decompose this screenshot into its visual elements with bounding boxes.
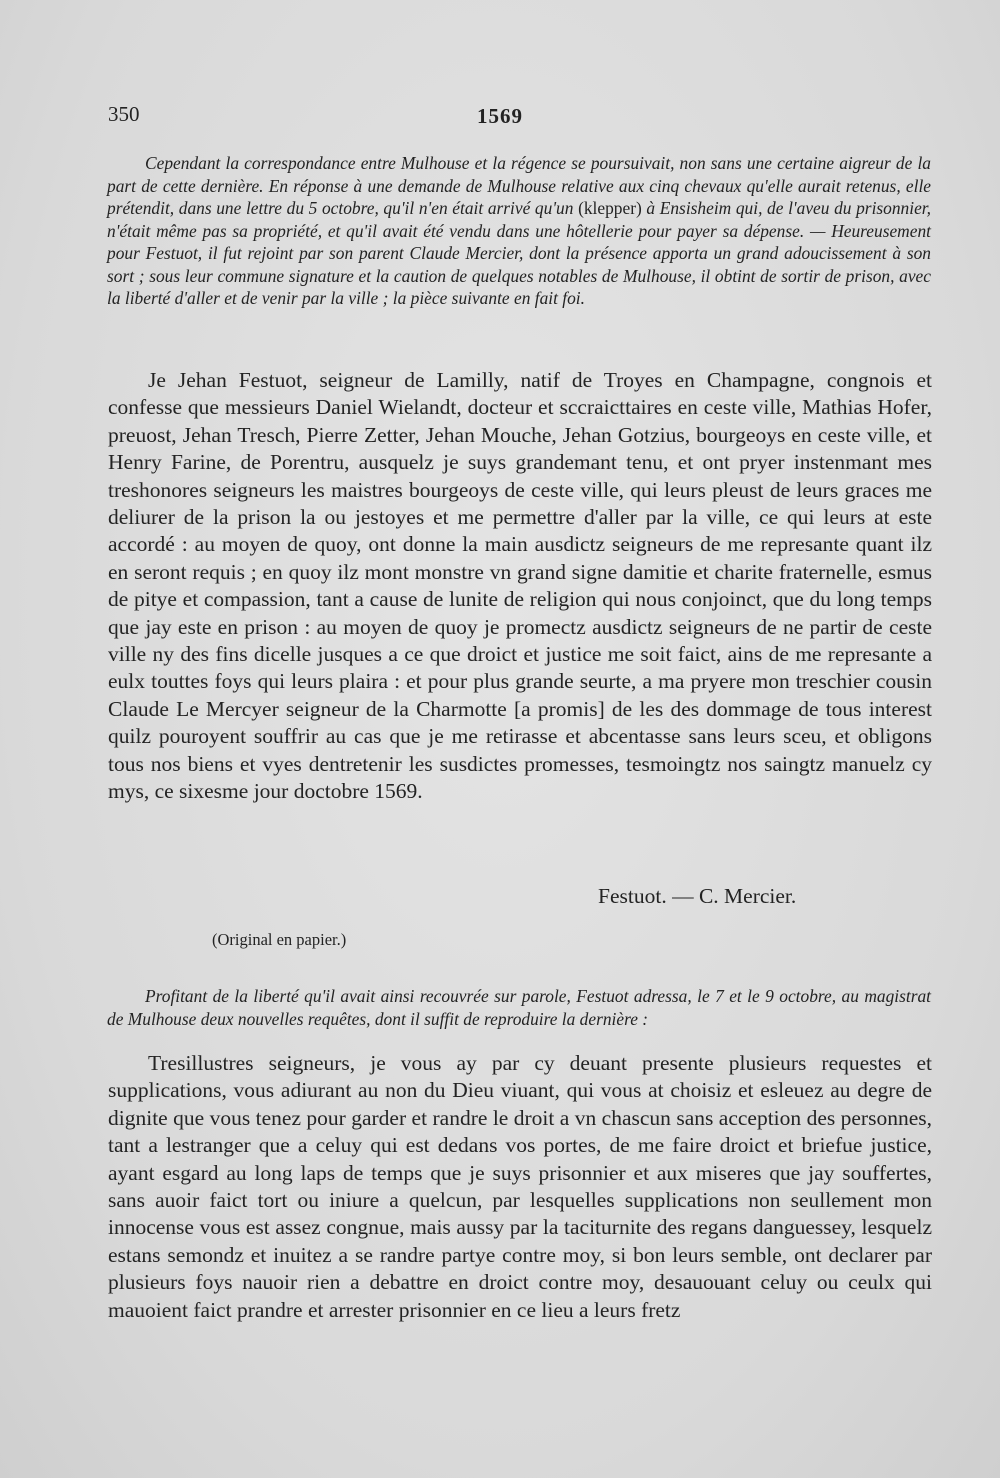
letter-2-paragraph: Tresillustres seigneurs, je vous ay par cy deuant presente plusieurs requestes et supplications, vous adiurant au non du Dieu viuant, qui vous at choisiz et esleuez au degre de dignite que vous tenez pour garder et randre le droit a vn chascun sans acception des personnes, tant a lestranger que a celuy qui est dedans vos portes, de me faire droict et briefue justice, ayant esgard au long laps de temps que je suys prisonnier et aux miseres que jay souffertes, sans auoir faict tort ou iniure a quelcun, par lesquelles supplications non seullement mon innocense vous est assez congnue, mais aussy par la taciturnite des regans danguessey, lesquelz estans semondz et inuitez a se randre partye contre moy, si bon leurs semble, ont declarer par plusieurs foys nauoir rien a debattre en droict contre moy, desauouant celuy ou ceulx qui mauoient faict prandre et arrester prisonnier en ce lieu a leurs fretz — [108, 1051, 932, 1322]
intro-paragraph-2: Profitant de la liberté qu'il avait ainsi recouvrée sur parole, Festuot adressa, le 7 et le 9 octobre, au magistrat de Mulhouse deux nouvelles requêtes, dont il suffit de reproduire la dernière : — [107, 986, 931, 1029]
letter-transcription-2 — [108, 1050, 932, 1324]
page-number: 350 — [108, 102, 140, 126]
letter-transcription-1 — [108, 367, 932, 806]
intro-1-text-b: à Ensisheim qui, de l'aveu du prisonnier, n'était même pas sa propriété, et qu'il avait été vendu dans une hôtellerie pour payer sa dépense. — Heureusement pour Festuot, il fut rejoint par son parent Claude Mercier, dont la présence apporta un grand adoucissement à son sort ; sous leur commune signature et la caution de quelques notables de Mulhouse, il obtint de sortir de prison, avec la liberté d'aller et de venir par la ville ; la pièce suivante en fait foi. — [107, 198, 931, 308]
editorial-intro-2 — [107, 985, 931, 1030]
letter-1-paragraph: Je Jehan Festuot, seigneur de Lamilly, natif de Troyes en Champagne, congnois et confesse que messieurs Daniel Wielandt, docteur et sccraicttaires en ceste ville, Mathias Hofer, preuost, Jehan Tresch, Pierre Zetter, Jehan Mouche, Jehan Gotzius, bourgeoys en ceste ville, et Henry Farine, de Porentru, ausquelz je suys grandemant tenu, et ont pryer instenmant mes treshonores seigneurs les maistres bourgeoys de ceste ville, qui leurs pleust de leurs graces me deliurer de la prison la ou jestoyes et me permettre d'aller par la ville, ce qui leurs at este accordé : au moyen de quoy, ont donne la main ausdictz seigneurs de me represante quant ilz en seront requis ; en quoy ilz mont monstre vn grand signe damitie et charite fraternelle, esmus de pitye et compassion, tant a cause de lunite de religion qui nous conjoinct, que du long temps que jay este en prison : au moyen de quoy je promectz ausdictz seigneurs de ne partir de ceste ville ny des fins dicelle jusques a ce que droict et justice me soit faict, ains de me represante a eulx touttes foys qui leurs plaira : et pour plus grande seurte, a ma pryere mon treschier cousin Claude Le Mercyer seigneur de la Charmotte [a promis] de les des dommage de tous interest quilz pouroyent souffrir au cas que je me retirasse et abcentasse sans leurs sceu, et obligons tous nos biens et vyes dentretenir les susdictes promesses, tesmoingtz nos saingtz manuelz cy mys, ce sixesme jour doctobre 1569. — [108, 368, 932, 804]
intro-paragraph-1 — [107, 152, 931, 310]
letter-signature: Festuot. — C. Mercier. — [598, 884, 797, 908]
intro-1-roman-term: (klepper) — [578, 198, 642, 218]
editorial-intro-1 — [107, 152, 931, 310]
running-head: 1569 — [477, 104, 523, 128]
source-note: (Original en papier.) — [212, 930, 347, 949]
intro-1-text-a: Cependant la correspondance entre Mulhouse et la régence se poursuivait, non sans une certaine aigreur de la part de cette dernière. En réponse à une demande de Mulhouse relative aux cinq chevaux qu'elle aurait retenus, elle prétendit, dans une lettre du 5 octobre, qu'il n'en était arrivé qu'un — [107, 153, 931, 218]
